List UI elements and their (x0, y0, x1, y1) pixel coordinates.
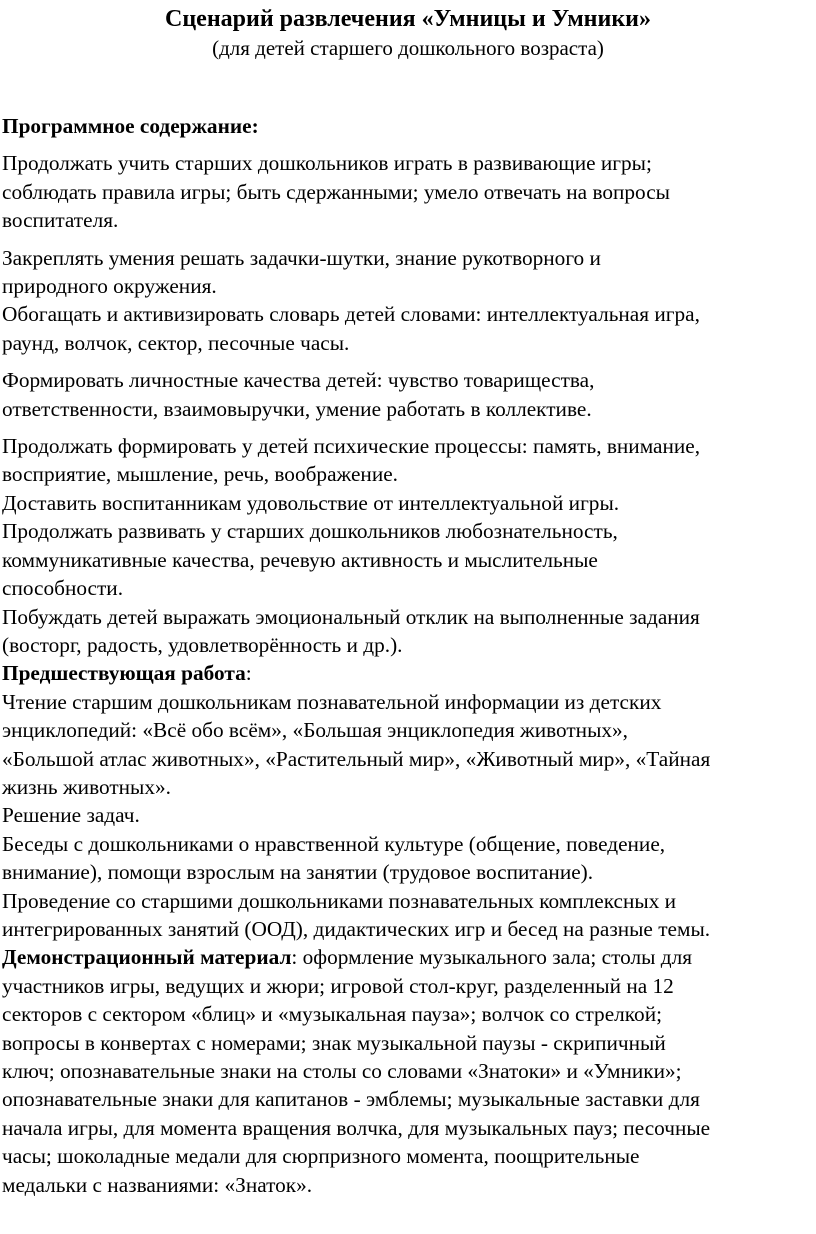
program-line: Продолжать формировать у детей психические процессы: память, внимание, (2, 434, 701, 459)
demo-line: участников игры, ведущих и жюри; игровой стол-круг, разделенный на 12 (2, 973, 674, 998)
program-line: Продолжать развивать у старших дошкольников любознательность, (2, 519, 618, 544)
program-line: Формировать личностные качества детей: чувство товарищества, (2, 368, 595, 393)
demo-first-line-text: : оформление музыкального зала; столы для (291, 945, 693, 970)
preliminary-heading-line (2, 659, 816, 687)
preliminary-line: Беседы с дошкольниками о нравственной культуре (общение, поведение, (2, 831, 666, 856)
document-body (2, 112, 816, 1199)
program-line: Продолжать учить старших дошкольников играть в развивающие игры; (2, 151, 652, 176)
program-line: воспитателя. (2, 208, 119, 233)
preliminary-line: энциклопедий: «Всё обо всём», «Большая энциклопедия животных», (2, 718, 629, 743)
preliminary-line: Решение задач. (2, 803, 140, 828)
document-title: Сценарий развлечения «Умницы и Умники» (165, 6, 651, 32)
demo-line: опознавательные знаки для капитанов - эмблемы; музыкальные заставки для (2, 1087, 700, 1112)
demo-line: часы; шоколадные медали для сюрпризного момента, поощрительные (2, 1144, 640, 1169)
preliminary-line: интегрированных занятий (ООД), дидактических игр и бесед на разные темы. (2, 916, 711, 941)
demo-line: медальки с названиями: «Знаток». (2, 1172, 313, 1197)
demo-label: Демонстрационный материал (2, 945, 292, 970)
program-line: Обогащать и активизировать словарь детей словами: интеллектуальная игра, (2, 302, 700, 327)
preliminary-line: Чтение старшим дошкольникам познавательной информации из детских (2, 689, 662, 714)
program-line: коммуникативные качества, речевую активность и мыслительные (2, 547, 598, 572)
program-line: восприятие, мышление, речь, воображение. (2, 462, 398, 487)
program-line: Закреплять умения решать задачки-шутки, знание рукотворного и (2, 245, 601, 270)
preliminary-label: Предшествующая работа (2, 661, 246, 686)
program-line: Побуждать детей выражать эмоциональный отклик на выполненные задания (2, 604, 700, 629)
preliminary-line: «Большой атлас животных», «Растительный мир», «Животный мир», «Тайная (2, 746, 711, 771)
program-line: раунд, волчок, сектор, песочные часы. (2, 330, 350, 355)
program-heading: Программное содержание: (2, 114, 259, 138)
preliminary-line: Проведение со старшими дошкольниками познавательных комплексных и (2, 888, 677, 913)
preliminary-colon: : (245, 661, 252, 686)
program-line: Доставить воспитанникам удовольствие от интеллектуальной игры. (2, 490, 620, 515)
demo-line: вопросы в конвертах с номерами; знак музыкальной паузы - скрипичный (2, 1030, 666, 1055)
demo-line: начала игры, для момента вращения волчка, для музыкальных пауз; песочные (2, 1115, 711, 1140)
preliminary-line: жизнь животных». (2, 774, 171, 799)
program-line: способности. (2, 576, 124, 601)
program-line: соблюдать правила игры; быть сдержанными; умело отвечать на вопросы (2, 179, 670, 204)
demo-heading-line (2, 943, 816, 971)
program-line: ответственности, взаимовыручки, умение работать в коллективе. (2, 396, 592, 421)
demo-line: секторов с сектором «блиц» и «музыкальная пауза»; волчок со стрелкой; (2, 1002, 663, 1027)
demo-line: ключ; опознавательные знаки на столы со словами «Знатоки» и «Умники»; (2, 1059, 682, 1083)
document-subtitle: (для детей старшего дошкольного возраста) (212, 36, 604, 60)
preliminary-line: внимание), помощи взрослым на занятии (трудовое воспитание). (2, 860, 594, 885)
program-line: (восторг, радость, удовлетворённость и др.). (2, 632, 403, 657)
program-line: природного окружения. (2, 274, 217, 299)
